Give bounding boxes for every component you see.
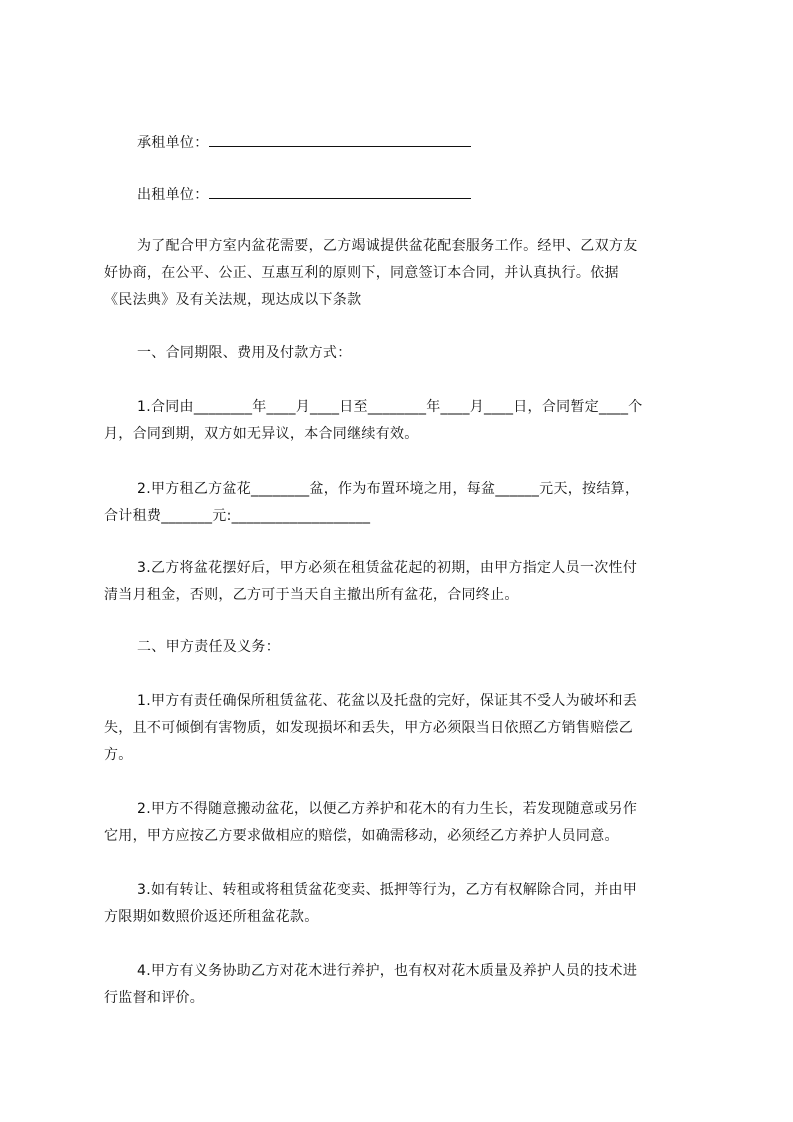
s2-clause3-line1: 3.如有转让、转租或将租赁盆花变卖、抵押等行为，乙方有权解除合同，并由甲 <box>137 882 638 898</box>
s1-clause3-line1: 3.乙方将盆花摆好后，甲方必须在租赁盆花起的初期，由甲方指定人员一次性付 <box>137 560 638 576</box>
s2-clause3-line2: 方限期如数照价返还所租盆花款。 <box>104 909 319 925</box>
s2-clause1-line3: 方。 <box>104 747 133 763</box>
s2-clause2-line2: 它用，甲方应按乙方要求做相应的赔偿，如确需移动，必须经乙方养护人员同意。 <box>104 828 619 844</box>
s1-clause1-line2: 月，合同到期，双方如无异议，本合同继续有效。 <box>104 426 419 442</box>
s2-clause1-line1: 1.甲方有责任确保所租赁盆花、花盆以及托盘的完好，保证其不受人为破坏和丢 <box>137 693 638 709</box>
intro-line-2: 好协商，在公平、公正、互惠互利的原则下，同意签订本合同，并认真执行。依据 <box>104 265 619 281</box>
lessor-blank[interactable] <box>209 184 471 199</box>
intro-line-1: 为了配合甲方室内盆花需要，乙方竭诚提供盆花配套服务工作。经甲、乙双方友 <box>137 238 638 254</box>
section2-heading: 二、甲方责任及义务： <box>137 639 280 655</box>
lessor-row <box>137 184 471 205</box>
lessor-label: 出租单位： <box>137 187 209 203</box>
s2-clause4-line2: 行监督和评价。 <box>104 990 205 1006</box>
lessee-row <box>137 132 471 153</box>
lessee-blank[interactable] <box>209 132 471 147</box>
s1-clause2-line1: 2.甲方租乙方盆花________盆，作为布置环境之用，每盆______元天，按结算， <box>137 481 640 497</box>
s1-clause2-line2: 合计租费_______元:___________________ <box>104 508 371 524</box>
s2-clause1-line2: 失，且不可倾倒有害物质，如发现损坏和丢失，甲方必须限当日依照乙方销售赔偿乙 <box>104 720 634 736</box>
section1-heading: 一、合同期限、费用及付款方式： <box>137 345 352 361</box>
s1-clause1-line1: 1.合同由________年____月____日至________年____月____日，合同暂定____个 <box>137 399 643 415</box>
s2-clause2-line1: 2.甲方不得随意搬动盆花，以便乙方养护和花木的有力生长，若发现随意或另作 <box>137 801 638 817</box>
s2-clause4-line1: 4.甲方有义务协助乙方对花木进行养护，也有权对花木质量及养护人员的技术进 <box>137 963 638 979</box>
intro-line-3: 《民法典》及有关法规，现达成以下条款 <box>104 292 362 308</box>
s1-clause3-line2: 清当月租金，否则，乙方可于当天自主撤出所有盆花，合同终止。 <box>104 587 519 603</box>
lessee-label: 承租单位： <box>137 135 209 151</box>
